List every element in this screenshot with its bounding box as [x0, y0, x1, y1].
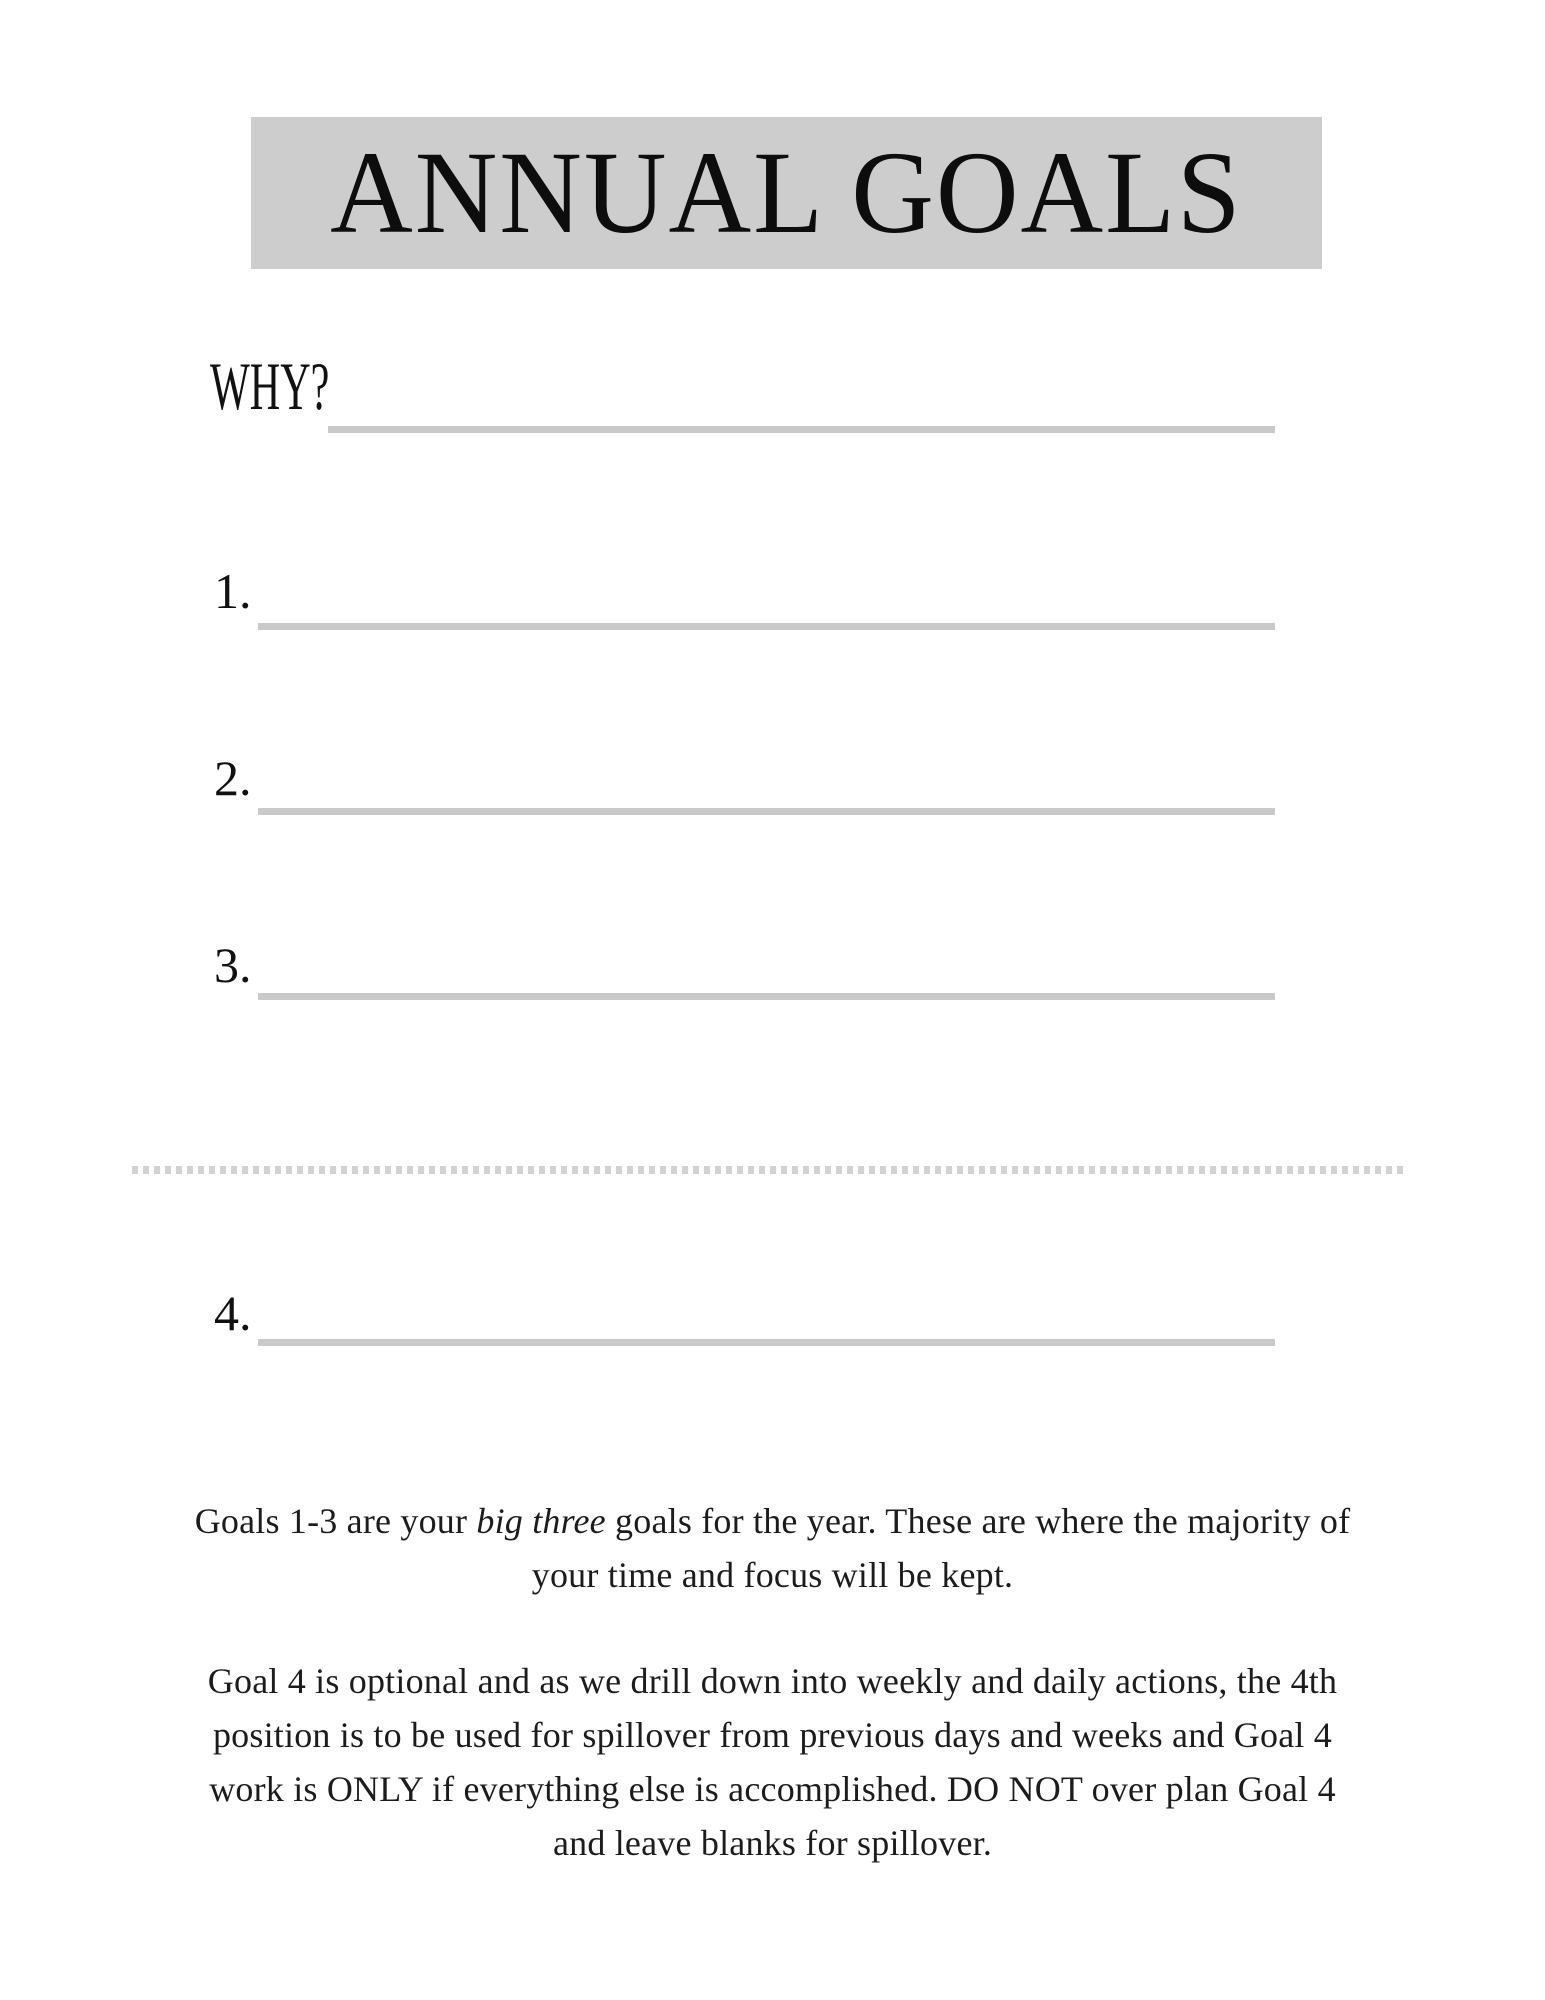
note2-line2: position is to be used for spillover from previous days and weeks and Goal 4: [212, 1715, 1332, 1755]
goal-2-number: 2.: [214, 750, 252, 806]
note1-line2: your time and focus will be kept.: [531, 1555, 1014, 1595]
goal-4-writing-line: [258, 1339, 1275, 1346]
goal-1-writing-line: [258, 623, 1275, 630]
note1-line1-post: goals for the year. These are where the majority of: [605, 1501, 1351, 1541]
why-label: WHY?: [210, 348, 330, 424]
note1-line1-emphasis: big three: [476, 1501, 606, 1541]
goal-3-writing-line: [258, 993, 1275, 1000]
note1-line1-pre: Goals 1-3 are your: [194, 1501, 477, 1541]
goal-3-number: 3.: [214, 937, 252, 993]
goal-4-number: 4.: [214, 1285, 252, 1341]
page-title: ANNUAL GOALS: [330, 127, 1243, 258]
note-paragraph-goal-4: [0, 1654, 1545, 1870]
goal-2-writing-line: [258, 808, 1275, 815]
why-writing-line: [328, 426, 1275, 433]
title-banner: [251, 117, 1322, 269]
goal-1-number: 1.: [214, 563, 252, 619]
note2-line4: and leave blanks for spillover.: [552, 1823, 993, 1863]
note-paragraph-goals-1-3: [0, 1494, 1545, 1602]
note2-line3: work is ONLY if everything else is accomplished. DO NOT over plan Goal 4: [209, 1769, 1336, 1809]
dotted-divider: [132, 1166, 1404, 1174]
note2-line1: Goal 4 is optional and as we drill down into weekly and daily actions, the 4th: [207, 1661, 1338, 1701]
